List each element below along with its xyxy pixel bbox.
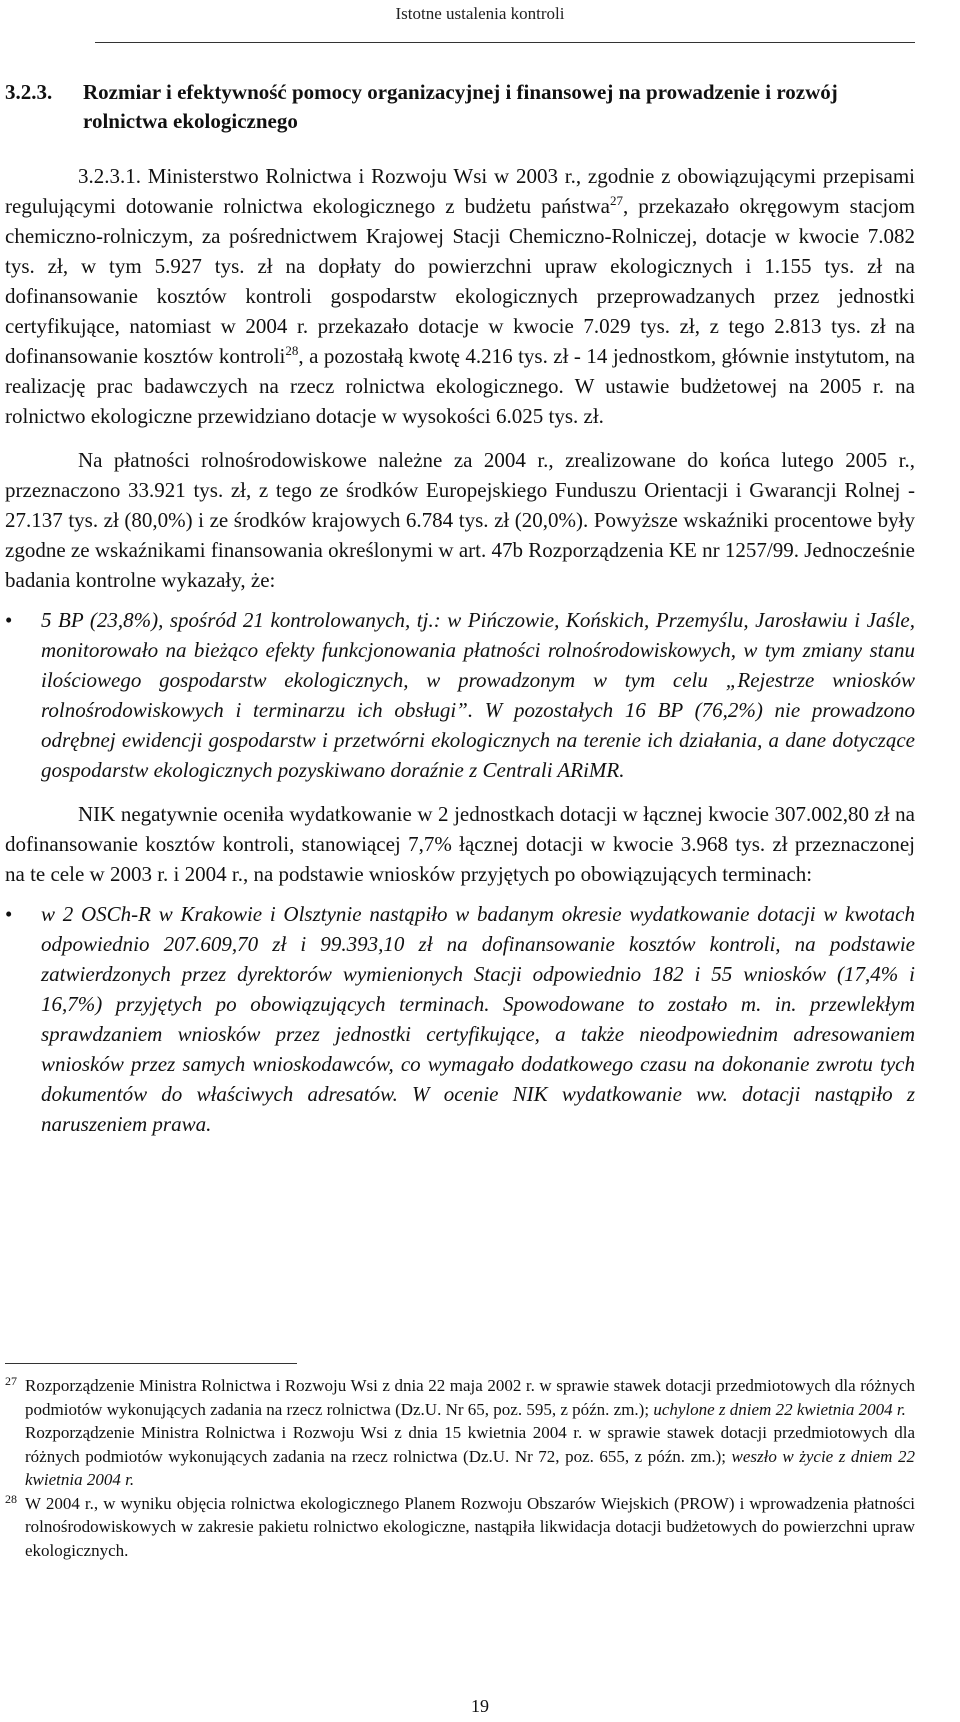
footnote-text: [25, 1374, 915, 1492]
paragraph-agri-environmental-payments: Na płatności rolnośrodowiskowe należne za 2004 r., zrealizowane do końca lutego 2005 r., przeznaczono 33.921 tys. zł, z tego ze środków Europejskiego Funduszu Orientacji i Gwarancji Rolnej - 27.137 tys. zł (80,0%) i ze środków krajowych 6.784 tys. zł (20,0%). Powyższe wskaźniki procentowe były zgodne ze wskaźnikami finansowania określonymi w art. 47b Rozporządzenia KE nr 1257/99. Jednocześnie badania kontrolne wykazały, że:: [5, 448, 915, 592]
footnote-separator: [5, 1363, 297, 1364]
header-rule: [95, 42, 915, 43]
paragraph-nik-assessment: NIK negatywnie oceniła wydatkowanie w 2 jednostkach dotacji w łącznej kwocie 307.002,80 zł na dofinansowanie kosztów kontroli, stanowiącej 7,7% łącznej dotacji w kwocie 3.968 tys. zł przeznaczonej na te cele w 2003 r. i 2004 r., na podstawie wniosków przyjętych po obowiązujących terminach:: [5, 802, 915, 886]
section-title: Rozmiar i efektywność pomocy organizacyjnej i finansowej na prowadzenie i rozwój rolnictwa ekologicznego: [83, 80, 838, 133]
paragraph-text: 3.2.3.1. Ministerstwo Rolnictwa i Rozwoju Wsi w 2003 r., zgodnie z obowiązującymi przepisami regulującymi dotowanie rolnictwa ekologicznego z budżetu państwa: [5, 164, 915, 218]
section-number: 3.2.3.: [5, 80, 53, 104]
main-content: [5, 78, 915, 1139]
running-header: Istotne ustalenia kontroli: [395, 4, 565, 23]
section-heading: [5, 78, 915, 136]
footnote-27: [5, 1374, 915, 1492]
list-item: [5, 899, 915, 1139]
footnote-text: W 2004 r., w wyniku objęcia rolnictwa ekologicznego Planem Rozwoju Obszarów Wiejskich (PROW) i wprowadzenia płatności rolnośrodowiskowych w zakresie pakietu rolnictwo ekologiczne, nastąpiła likwidacja dotacji budżetowych do powierzchni upraw ekologicznych.: [25, 1493, 915, 1560]
footnotes: [5, 1374, 915, 1562]
paragraph-ministry-subsidies: [5, 161, 915, 431]
bullet-icon: •: [5, 902, 13, 926]
bullet-icon: •: [5, 608, 13, 632]
paragraph-text: , przekazało okręgowym stacjom chemiczno-rolniczym, za pośrednictwem Krajowej Stacji Chemiczno-Rolniczej, dotacje w kwocie 7.082 tys. zł, w tym 5.927 tys. zł na dopłaty do powierzchni upraw ekologicznych i 1.155 tys. zł na dofinansowanie kosztów kontroli gospodarstw ekologicznych przeprowadzanych przez jednostki certyfikujące, natomiast w 2004 r. przekazało dotacje w kwocie 7.029 tys. zł, z tego 2.813 tys. zł na dofinansowanie kosztów kontroli: [5, 194, 915, 368]
footnote-number: 28: [5, 1491, 17, 1506]
footnote-text-italic: weszło w życie z dniem 22 kwietnia 2004 r.: [25, 1446, 915, 1489]
footnote-text-part: Rozporządzenie Ministra Rolnictwa i Rozwoju Wsi z dnia 22 maja 2002 r. w sprawie stawek dotacji przedmiotowych dla różnych podmiotów wykonujących zadania na rzecz rolnictwa (Dz.U. Nr 65, poz. 595, z późn. zm.);: [25, 1376, 915, 1419]
list-item: [5, 605, 915, 785]
paragraph-text: , a pozostałą kwotę 4.216 tys. zł - 14 jednostkom, głównie instytutom, na realizację prac badawczych na rzecz rolnictwa ekologicznego. W ustawie budżetowej na 2005 r. na rolnictwo ekologiczne przewidziano dotacje w wysokości 6.025 tys. zł.: [5, 344, 916, 428]
footnote-28: [5, 1492, 915, 1563]
footnote-ref-27: 27: [610, 193, 623, 208]
list-item-text: w 2 OSCh-R w Krakowie i Olsztynie nastąpiło w badanym okresie wydatkowanie dotacji w kwotach odpowiednio 207.609,70 zł i 99.393,10 zł na dofinansowanie kosztów kontroli, na podstawie zatwierdzonych przez dyrektorów wymienionych Stacji odpowiednio 182 i 55 wniosków (17,4% i 16,7%) przyjętych po obowiązujących terminach. Spowodowane to zostało m. in. przewlekłym sprawdzaniem wniosków przez jednostki certyfikujące, a także nieodpowiednim adresowaniem wniosków przez samych wnioskodawców, co wymagało dodatkowego czasu na dokonanie zwrotu tych dokumentów do właściwych adresatów. W ocenie NIK wydatkowanie ww. dotacji nastąpiło z naruszeniem prawa.: [41, 902, 915, 1136]
footnote-text-italic: uchylone z dniem 22 kwietnia 2004 r.: [653, 1399, 906, 1419]
list-item-text: 5 BP (23,8%), spośród 21 kontrolowanych, tj.: w Pińczowie, Końskich, Przemyślu, Jarosławiu i Jaśle, monitorowało na bieżąco efekty funkcjonowania płatności rolnośrodowiskowych, w tym zmiany stanu ilościowego gospodarstw ekologicznych, w prowadzonym w tym celu „Rejestrze wniosków rolnośrodowiskowych i terminarzu ich obsługi”. W pozostałych 16 BP (76,2%) nie prowadzono odrębnej ewidencji gospodarstw i przetwórni ekologicznych na terenie ich działania, a dane dotyczące gospodarstw ekologicznych pozyskiwano doraźnie z Centrali ARiMR.: [41, 608, 915, 782]
page-number: 19: [471, 1696, 489, 1716]
footnote-text-part: Rozporządzenie Ministra Rolnictwa i Rozwoju Wsi z dnia 15 kwietnia 2004 r. w sprawie stawek dotacji przedmiotowych dla różnych podmiotów wykonujących zadania na rzecz rolnictwa (Dz.U. Nr 72, poz. 655, z późn. zm.);: [25, 1423, 915, 1466]
footnote-number: 27: [5, 1374, 17, 1388]
footnote-ref-28: 28: [285, 343, 299, 358]
